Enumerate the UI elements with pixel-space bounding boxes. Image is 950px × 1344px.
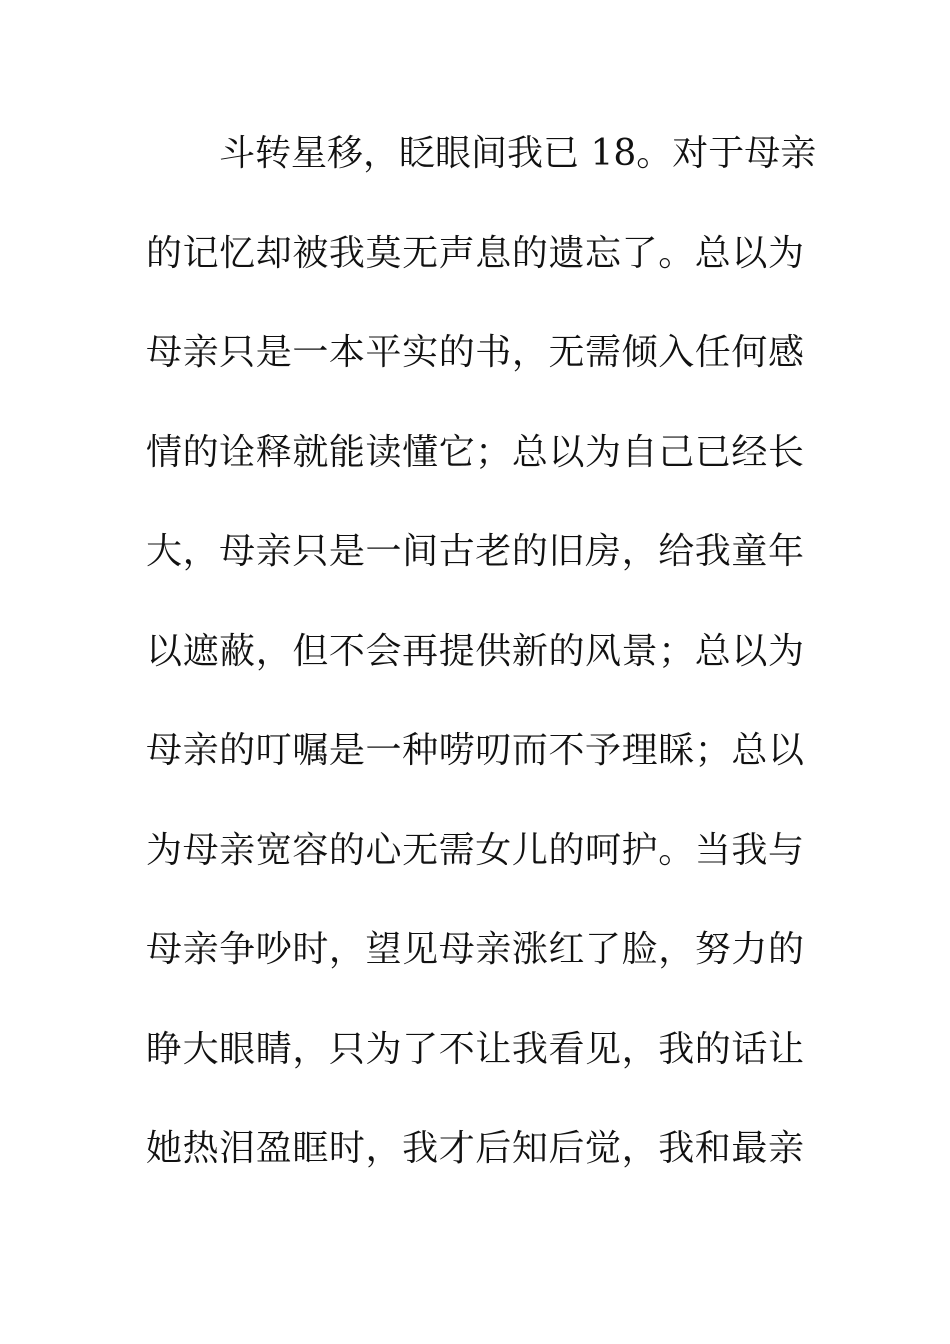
text-line-5: 大，母亲只是一间古老的旧房，给我童年 xyxy=(146,531,804,572)
text-line-8: 为母亲宽容的心无需女儿的呵护。当我与 xyxy=(146,829,804,871)
text-line-9: 母亲争吵时，望见母亲涨红了脸，努力的 xyxy=(146,929,804,970)
text-line-11: 她热泪盈眶时，我才后知后觉，我和最亲 xyxy=(146,1128,804,1169)
text-line-10: 睁大眼睛，只为了不让我看见，我的话让 xyxy=(146,1028,804,1070)
text-line-3: 母亲只是一本平实的书，无需倾入任何感 xyxy=(146,332,804,373)
text-line-6: 以遮蔽，但不会再提供新的风景；总以为 xyxy=(146,630,804,672)
text-line-2: 的记忆却被我莫无声息的遗忘了。总以为 xyxy=(146,232,804,274)
body-paragraph xyxy=(146,126,816,1221)
text-line-7: 母亲的叮嘱是一种唠叨而不予理睬；总以 xyxy=(146,730,804,771)
text-line-1: 斗转星移，眨眼间我已 18。对于母亲 xyxy=(219,133,817,174)
text-line-4: 情的诠释就能读懂它；总以为自己已经长 xyxy=(146,431,804,473)
